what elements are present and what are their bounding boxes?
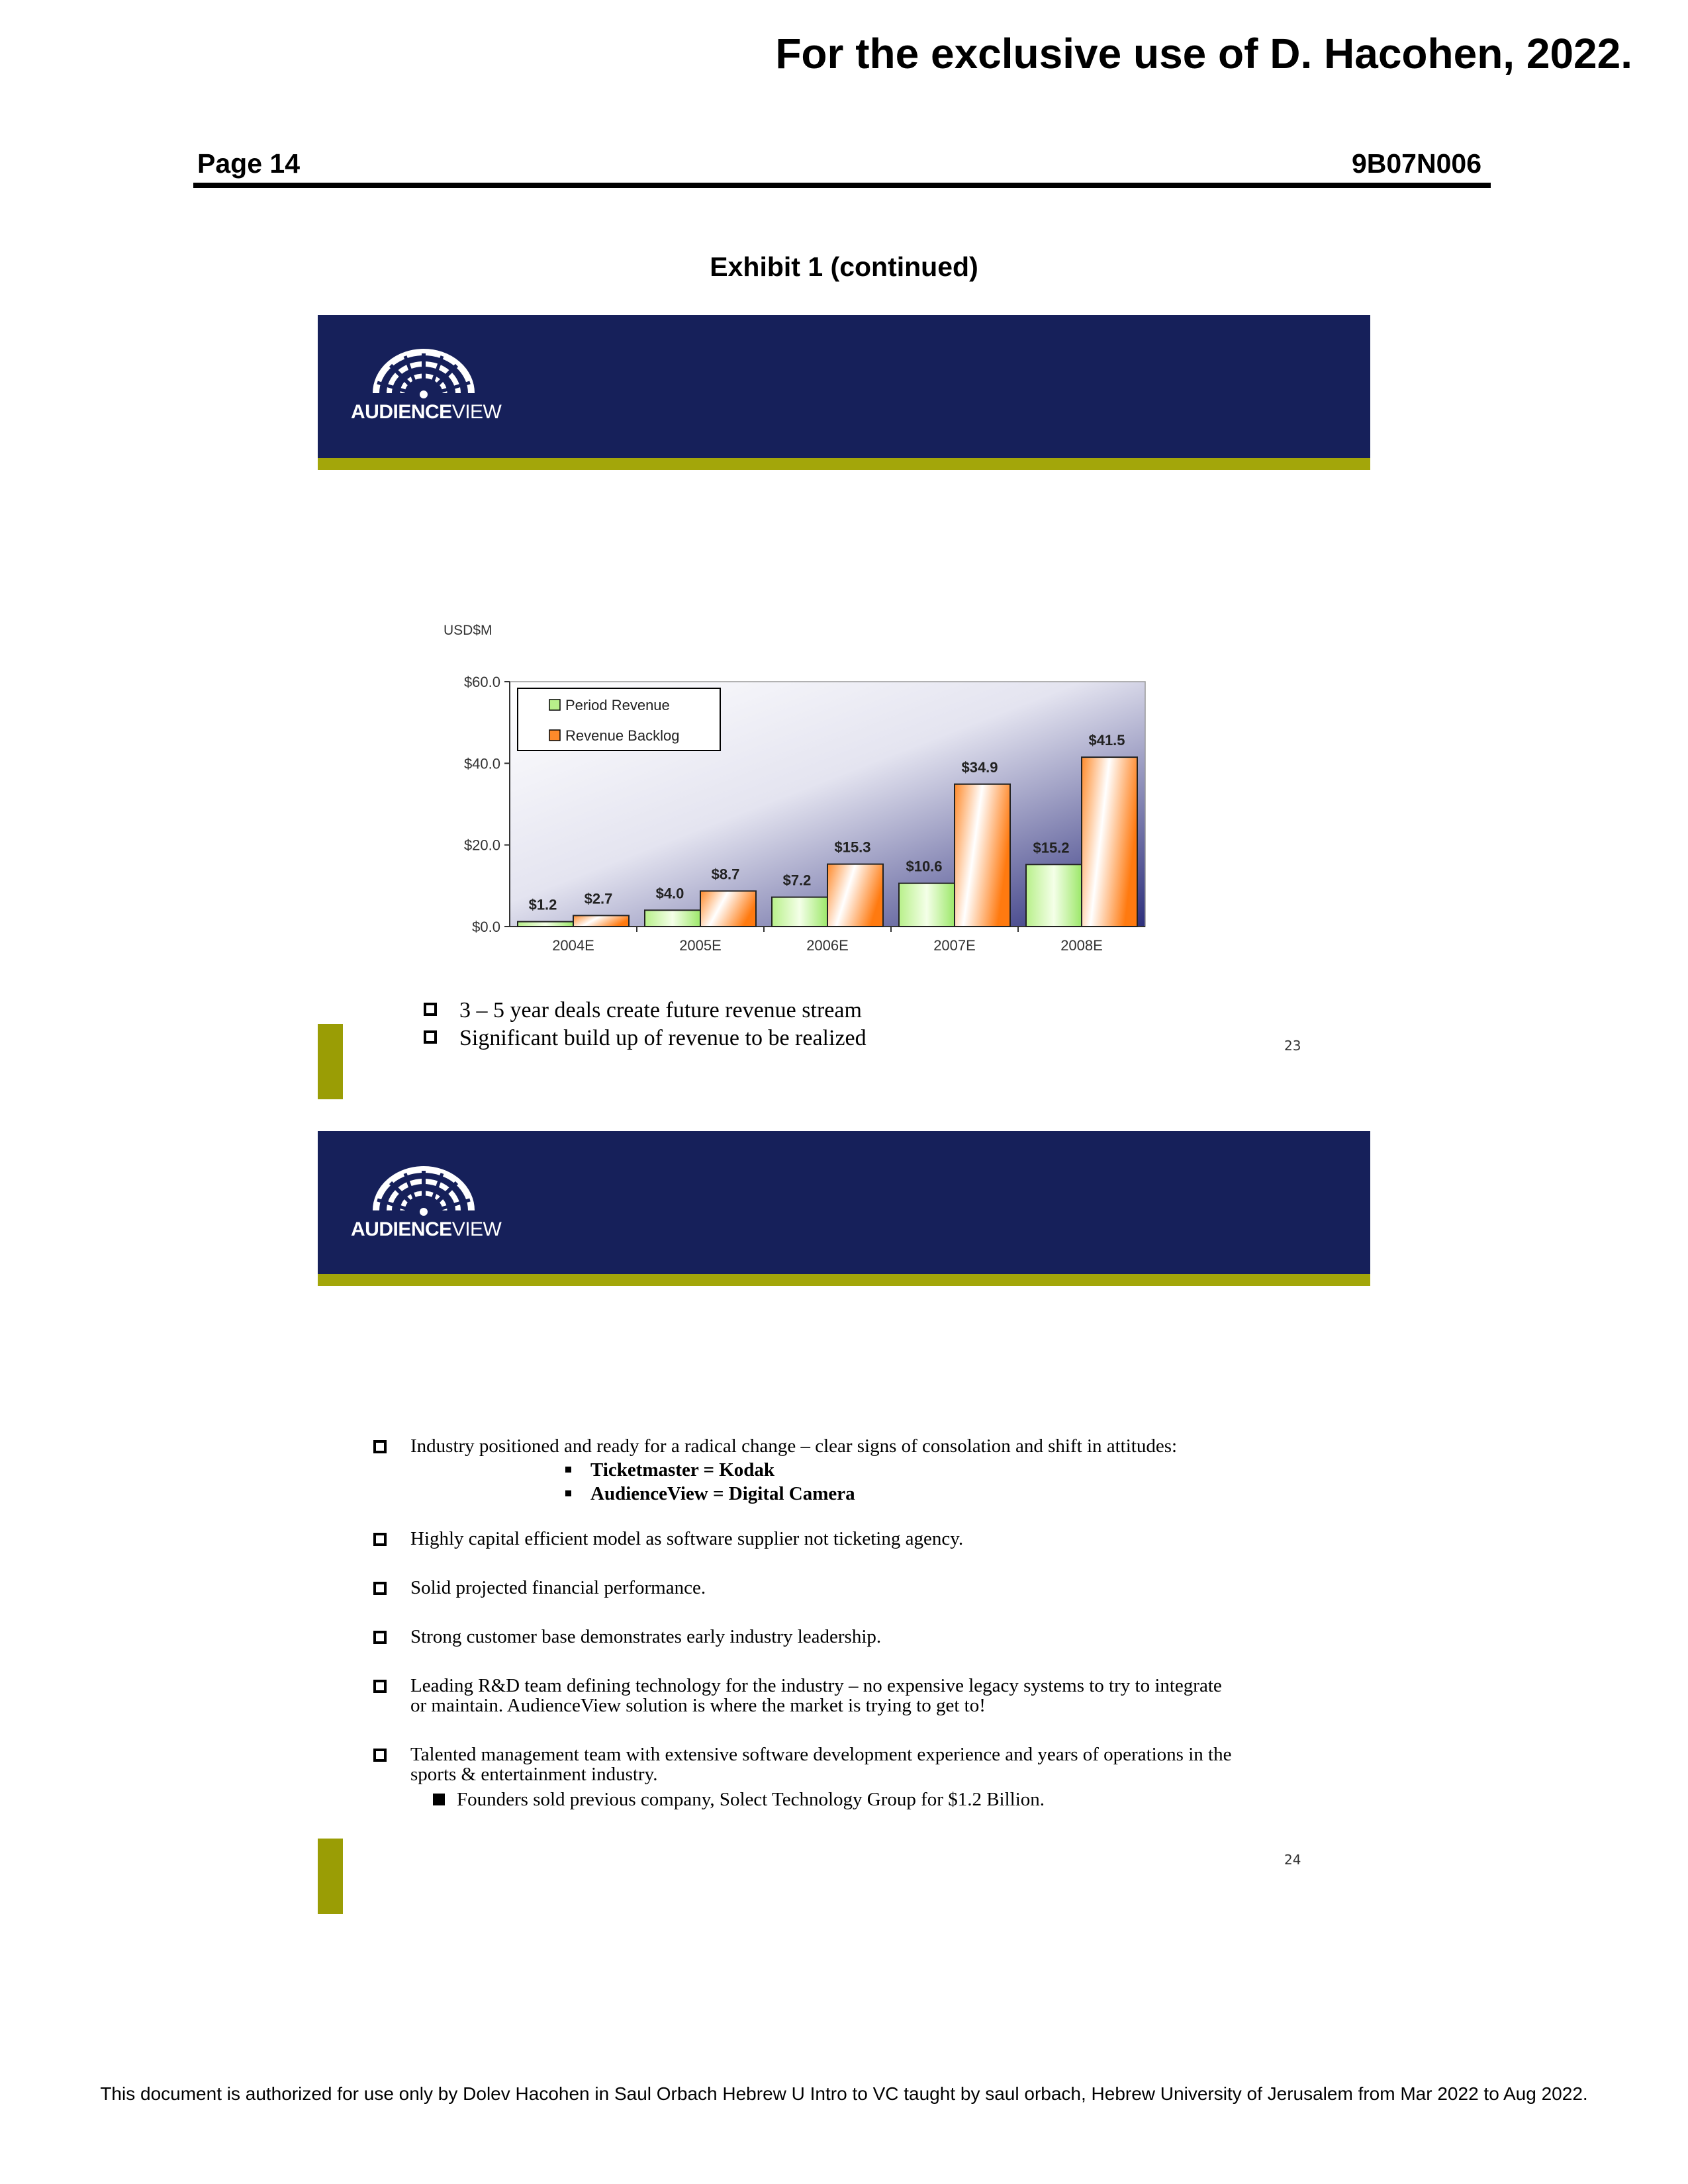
revenue-chart: [424, 609, 1172, 966]
legend-label-backlog: Revenue Backlog: [565, 727, 680, 744]
slide2-corner-mark: [318, 1839, 343, 1914]
case-number: 9B07N006: [1351, 148, 1481, 179]
slide1-banner: [318, 315, 1370, 458]
slide1-bullet-1: [424, 998, 862, 1023]
chart-x-tick-label: 2005E: [679, 937, 722, 954]
data-label-revenue-backlog: $2.7: [584, 890, 613, 907]
square-bullet-icon: [373, 1582, 387, 1595]
slide1-bullet-text: Significant build up of revenue to be realized: [459, 1026, 867, 1050]
slide2-bullet-continuation: sports & entertainment industry.: [410, 1764, 658, 1785]
chart-y-tick-label: $20.0: [463, 837, 500, 854]
authorization-footer: This document is authorized for use only by Dolev Hacohen in Saul Orbach Hebrew U Intro to VC taught by saul orbach, Hebrew University of Jerusalem from Mar 2022 to Aug 2022.: [100, 2083, 1588, 2104]
slide2-bullet-text: Leading R&D team defining technology for the industry – no expensive legacy systems to try to integrate: [410, 1675, 1222, 1696]
slide2-sub-bullet-text: Ticketmaster = Kodak: [590, 1459, 775, 1480]
bar-period-revenue: [1026, 864, 1082, 927]
exhibit-title: Exhibit 1 (continued): [710, 251, 978, 282]
legend-swatch-period: [549, 700, 560, 710]
legend-swatch-backlog: [549, 730, 560, 741]
bar-revenue-backlog: [700, 891, 756, 927]
data-label-period-revenue: $15.2: [1033, 839, 1070, 856]
legend-label-period: Period Revenue: [565, 697, 670, 713]
header-rule: [193, 183, 1491, 188]
slide2-bullet-list: [373, 1436, 1353, 1809]
slide2-banner-stripe: [318, 1274, 1370, 1286]
logo-wordmark-light: VIEW: [451, 1218, 502, 1240]
square-bullet-icon: [373, 1680, 387, 1693]
slide2-sub-bullet: [410, 1484, 1353, 1504]
chart-x-tick-label: 2007E: [933, 937, 976, 954]
logo-wordmark-bold: AUDIENCE: [351, 1218, 452, 1240]
slide2-bullet-text: Talented management team with extensive software development experience and years of operations in the: [410, 1744, 1232, 1765]
slide2-bullet-continuation: or maintain. AudienceView solution is where the market is trying to get to!: [410, 1695, 986, 1716]
logo-wordmark: [351, 401, 502, 424]
bar-period-revenue: [645, 910, 700, 927]
data-label-revenue-backlog: $41.5: [1088, 732, 1125, 749]
slide2-sub-bullet-text: Founders sold previous company, Solect Technology Group for $1.2 Billion.: [457, 1789, 1045, 1810]
slide1-corner-mark: [318, 1024, 343, 1099]
data-label-period-revenue: $4.0: [655, 885, 684, 902]
data-label-revenue-backlog: $15.3: [834, 839, 871, 856]
data-label-period-revenue: $10.6: [906, 858, 943, 875]
slide2-bullet-1: [373, 1436, 1353, 1504]
chart-x-tick-label: 2008E: [1060, 937, 1103, 954]
bar-revenue-backlog: [827, 864, 883, 927]
filled-square-bullet-icon: [433, 1794, 445, 1805]
bar-period-revenue: [899, 884, 955, 927]
small-square-bullet-icon: [565, 1467, 571, 1473]
chart-y-tick-label: $40.0: [463, 755, 500, 772]
slide2-bullet-text: Solid projected financial performance.: [410, 1577, 706, 1598]
slide2-bullet-5: [373, 1676, 1353, 1715]
slide2-sub-bullet: [410, 1790, 1353, 1809]
slide2-banner: [318, 1131, 1370, 1274]
chart-legend: [518, 688, 720, 751]
audienceview-logo-icon: [351, 1159, 496, 1218]
chart-x-tick-label: 2006E: [806, 937, 849, 954]
slide2-bullet-text: Highly capital efficient model as software supplier not ticketing agency.: [410, 1528, 964, 1549]
square-bullet-icon: [424, 1030, 437, 1044]
slide2-bullet-2: [373, 1529, 1353, 1549]
logo-wordmark-light: VIEW: [451, 401, 502, 423]
slide2-sub-bullet-text: AudienceView = Digital Camera: [590, 1483, 855, 1504]
slide1-bullet-2: [424, 1026, 867, 1051]
slide2-number: 24: [1284, 1852, 1301, 1868]
chart-x-tick-label: 2004E: [552, 937, 594, 954]
bar-period-revenue: [772, 897, 827, 927]
square-bullet-icon: [373, 1440, 387, 1453]
slide2-bullet-text: Strong customer base demonstrates early industry leadership.: [410, 1626, 882, 1647]
chart-y-tick-label: $60.0: [463, 674, 500, 690]
chart-y-tick-label: $0.0: [472, 919, 500, 935]
slide2-bullet-text: Industry positioned and ready for a radical change – clear signs of consolation and shift in attitudes:: [410, 1435, 1178, 1457]
bar-revenue-backlog: [573, 915, 629, 927]
square-bullet-icon: [373, 1749, 387, 1762]
chart-unit-label: USD$M: [444, 623, 492, 638]
slide2-bullet-4: [373, 1627, 1353, 1647]
slide1-number: 23: [1284, 1038, 1301, 1054]
audienceview-logo: [351, 341, 502, 434]
audienceview-logo-icon: [351, 341, 496, 401]
slide2-sub-bullet: [410, 1460, 1353, 1480]
logo-wordmark-bold: AUDIENCE: [351, 401, 452, 423]
bar-revenue-backlog: [1082, 757, 1137, 927]
logo-wordmark: [351, 1218, 502, 1241]
square-bullet-icon: [373, 1631, 387, 1644]
small-square-bullet-icon: [565, 1490, 571, 1496]
square-bullet-icon: [424, 1003, 437, 1016]
slide2-bullet-3: [373, 1578, 1353, 1598]
data-label-revenue-backlog: $34.9: [961, 758, 998, 776]
square-bullet-icon: [373, 1533, 387, 1546]
data-label-period-revenue: $7.2: [782, 872, 812, 889]
data-label-period-revenue: $1.2: [528, 896, 557, 913]
slide1-bullet-text: 3 – 5 year deals create future revenue stream: [459, 998, 862, 1023]
bar-revenue-backlog: [955, 784, 1010, 927]
bar-period-revenue: [518, 922, 573, 927]
data-label-revenue-backlog: $8.7: [711, 866, 740, 883]
exclusive-use-watermark: For the exclusive use of D. Hacohen, 2022.: [775, 30, 1632, 77]
page-number: Page 14: [197, 148, 300, 179]
slide1-banner-stripe: [318, 458, 1370, 470]
slide2-bullet-6: [373, 1745, 1353, 1809]
audienceview-logo: [351, 1159, 502, 1251]
